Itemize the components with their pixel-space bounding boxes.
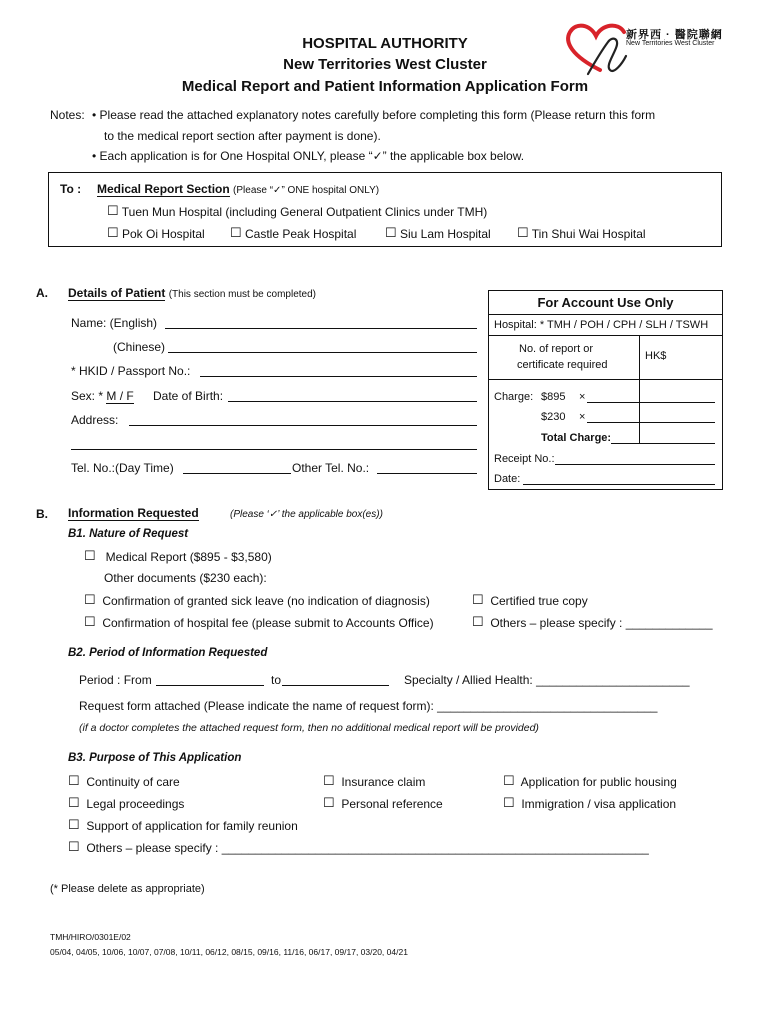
total-charge-label: Total Charge: [541, 432, 612, 444]
specialty-field[interactable]: Specialty / Allied Health: _______________________ [404, 673, 690, 687]
dob-label: Date of Birth: [153, 389, 224, 403]
checkbox-icon[interactable]: ☐ [323, 773, 335, 788]
notes-bullet-1-line-2: to the medical report section after payment is done). [104, 129, 381, 143]
option-label: Legal proceedings [86, 797, 185, 811]
checkbox-icon[interactable]: ☐ [84, 592, 96, 607]
hospital-option-cph[interactable] [230, 226, 356, 242]
notes-bullet-2: • Each application is for One Hospital ONLY, please “✓” the applicable box below. [92, 149, 525, 163]
notes-label: Notes: [50, 108, 85, 122]
section-b-title: Information Requested [68, 506, 199, 520]
hospital-option-label: Castle Peak Hospital [245, 227, 357, 241]
hospital-option-poh[interactable] [107, 226, 205, 242]
currency-label: HK$ [645, 350, 667, 362]
address-field-line-1[interactable] [129, 425, 477, 426]
option-label: Others – please specify : ________________________________________________________________ [86, 841, 649, 855]
option-label: Confirmation of granted sick leave (no indication of diagnosis) [102, 594, 430, 608]
checkbox-icon[interactable]: ☐ [503, 773, 515, 788]
checkbox-icon[interactable]: ☐ [84, 614, 96, 629]
b1-title: B1. Nature of Request [68, 528, 189, 540]
notes-bullet-1: • Please read the attached explanatory notes carefully before completing this form (Please return this form [92, 108, 656, 122]
address-label: Address: [71, 413, 119, 427]
address-field-line-2[interactable] [71, 449, 477, 450]
charge-230-qty-field[interactable] [587, 422, 715, 423]
checkbox-icon[interactable]: ☐ [230, 225, 242, 240]
request-form-note: (if a doctor completes the attached request form, then no additional medical report will be provided) [79, 722, 539, 734]
option-label: Application for public housing [520, 775, 677, 789]
hospital-option-tmh[interactable] [107, 204, 487, 220]
section-a-note: (This section must be completed) [168, 289, 316, 300]
period-to-label: to [271, 673, 282, 687]
notes-bullet-1-line-1: Please read the attached explanatory notes carefully before completing this form (Please return this form [99, 108, 656, 122]
page-title: Medical Report and Patient Information Application Form [181, 78, 589, 95]
option-label: Certified true copy [490, 594, 588, 608]
charge-895-qty-field[interactable] [587, 402, 715, 403]
date-field[interactable] [523, 484, 715, 485]
request-form-field[interactable]: Request form attached (Please indicate the name of request form): _________________________________ [79, 699, 658, 713]
checkbox-icon[interactable]: ☐ [68, 839, 80, 854]
logo-chinese-text: 新界西 · 醫院聯網 [626, 29, 723, 41]
account-hospital-row [489, 315, 722, 336]
charge-label: Charge: [494, 391, 534, 403]
account-use-title: For Account Use Only [489, 291, 722, 315]
hospital-option-slh[interactable] [385, 226, 491, 242]
tel-other-field[interactable] [377, 473, 477, 474]
times-symbol-2: × [579, 411, 586, 423]
period-from-label: Period : From [79, 673, 152, 687]
charge-230: $230 [541, 411, 566, 423]
notes-bullet-2-text: Each application is for One Hospital ONLY, please “✓” the applicable box below. [99, 149, 525, 163]
checkbox-icon[interactable]: ☐ [472, 614, 484, 629]
checkbox-icon[interactable]: ☐ [517, 225, 529, 240]
account-use-box [488, 290, 723, 490]
option-hospital-fee[interactable] [84, 615, 434, 631]
to-label: To : [60, 182, 82, 196]
b2-title: B2. Period of Information Requested [68, 647, 268, 659]
logo-english-text: New Territories West Cluster [626, 40, 715, 47]
revision-dates: 05/04, 04/05, 10/06, 10/07, 07/08, 10/11, 06/12, 08/15, 09/16, 11/16, 06/17, 09/17, 03/20, 04/21 [50, 947, 408, 957]
hospital-option-label: Tin Shui Wai Hospital [531, 227, 646, 241]
dob-field[interactable] [228, 401, 477, 402]
option-label: Medical Report ($895 - $3,580) [105, 550, 272, 564]
checkbox-icon[interactable]: ☐ [503, 795, 515, 810]
form-code: TMH/HIRO/0301E/02 [50, 932, 131, 942]
section-a-heading [68, 286, 316, 301]
one-hospital-instruction: (Please “✓” ONE hospital ONLY) [233, 185, 380, 196]
title-cluster: New Territories West Cluster [283, 56, 487, 73]
checkbox-icon[interactable]: ☐ [68, 817, 80, 832]
section-b-letter: B. [36, 507, 48, 521]
name-english-label: Name: (English) [71, 316, 158, 330]
option-certified-copy[interactable] [472, 593, 588, 609]
checkbox-icon[interactable]: ☐ [323, 795, 335, 810]
checkbox-icon[interactable]: ☐ [107, 203, 119, 218]
option-label: Confirmation of hospital fee (please submit to Accounts Office) [102, 616, 434, 630]
purpose-immigration[interactable] [503, 796, 676, 812]
times-symbol-1: × [579, 391, 586, 403]
account-divider [639, 336, 640, 444]
option-medical-report[interactable] [84, 549, 272, 565]
hkid-label: * HKID / Passport No.: [71, 364, 191, 378]
period-to-field[interactable] [282, 685, 389, 686]
purpose-legal[interactable] [68, 796, 184, 812]
hospital-option-label: Tuen Mun Hospital (including General Outpatient Clinics under TMH) [121, 205, 488, 219]
checkbox-icon[interactable]: ☐ [472, 592, 484, 607]
purpose-continuity[interactable] [68, 774, 180, 790]
checkbox-icon[interactable]: ☐ [385, 225, 397, 240]
report-count-label-2: certificate required [517, 359, 608, 371]
hospital-option-label: Pok Oi Hospital [122, 227, 205, 241]
receipt-label: Receipt No.: [494, 453, 555, 465]
checkbox-icon[interactable]: ☐ [84, 548, 96, 563]
option-label: Continuity of care [86, 775, 180, 789]
checkbox-icon[interactable]: ☐ [107, 225, 119, 240]
sex-value[interactable]: M / F [106, 389, 134, 403]
option-label: Support of application for family reunion [86, 819, 298, 833]
tel-day-label: Tel. No.:(Day Time) [71, 461, 174, 475]
option-label: Others – please specify : _____________ [490, 616, 713, 630]
title-hospital-authority: HOSPITAL AUTHORITY [302, 35, 468, 52]
purpose-others[interactable] [68, 840, 649, 856]
receipt-field[interactable] [555, 464, 715, 465]
option-others-document[interactable] [472, 615, 713, 631]
purpose-insurance[interactable] [323, 774, 425, 790]
hkid-field[interactable] [200, 376, 477, 377]
checkbox-icon[interactable]: ☐ [68, 795, 80, 810]
sex-field [71, 389, 134, 404]
report-count-label-1: No. of report or [519, 343, 593, 355]
sex-label: Sex: * [71, 389, 104, 403]
tel-day-field[interactable] [183, 473, 291, 474]
hospital-option-label: Siu Lam Hospital [400, 227, 491, 241]
option-label: Insurance claim [341, 775, 426, 789]
option-label: Personal reference [341, 797, 443, 811]
account-report-count-row [489, 336, 722, 380]
account-hospital-text: Hospital: * TMH / POH / CPH / SLH / TSWH [494, 319, 709, 331]
section-b-note: (Please ‘✓’ the applicable box(es)) [230, 509, 383, 520]
medical-report-section-heading [97, 182, 379, 197]
option-sick-leave[interactable] [84, 593, 430, 609]
charge-895: $895 [541, 391, 566, 403]
name-english-field[interactable] [165, 328, 477, 329]
section-a-letter: A. [36, 286, 48, 300]
purpose-public-housing[interactable] [503, 774, 677, 790]
date-label: Date: [494, 473, 521, 485]
other-documents-label: Other documents ($230 each): [104, 571, 267, 585]
medical-report-section-title: Medical Report Section [97, 182, 230, 196]
name-chinese-field[interactable] [168, 352, 477, 353]
section-a-title: Details of Patient [68, 286, 166, 300]
delete-note: (* Please delete as appropriate) [50, 883, 205, 895]
name-chinese-label: (Chinese) [113, 340, 166, 354]
checkbox-icon[interactable]: ☐ [68, 773, 80, 788]
option-label: Immigration / visa application [521, 797, 677, 811]
purpose-personal-reference[interactable] [323, 796, 443, 812]
total-charge-field[interactable] [611, 443, 715, 444]
purpose-family-reunion[interactable] [68, 818, 298, 834]
hospital-option-tswh[interactable] [517, 226, 646, 242]
period-from-field[interactable] [156, 685, 264, 686]
b3-title: B3. Purpose of This Application [68, 752, 242, 764]
tel-other-label: Other Tel. No.: [292, 461, 370, 475]
